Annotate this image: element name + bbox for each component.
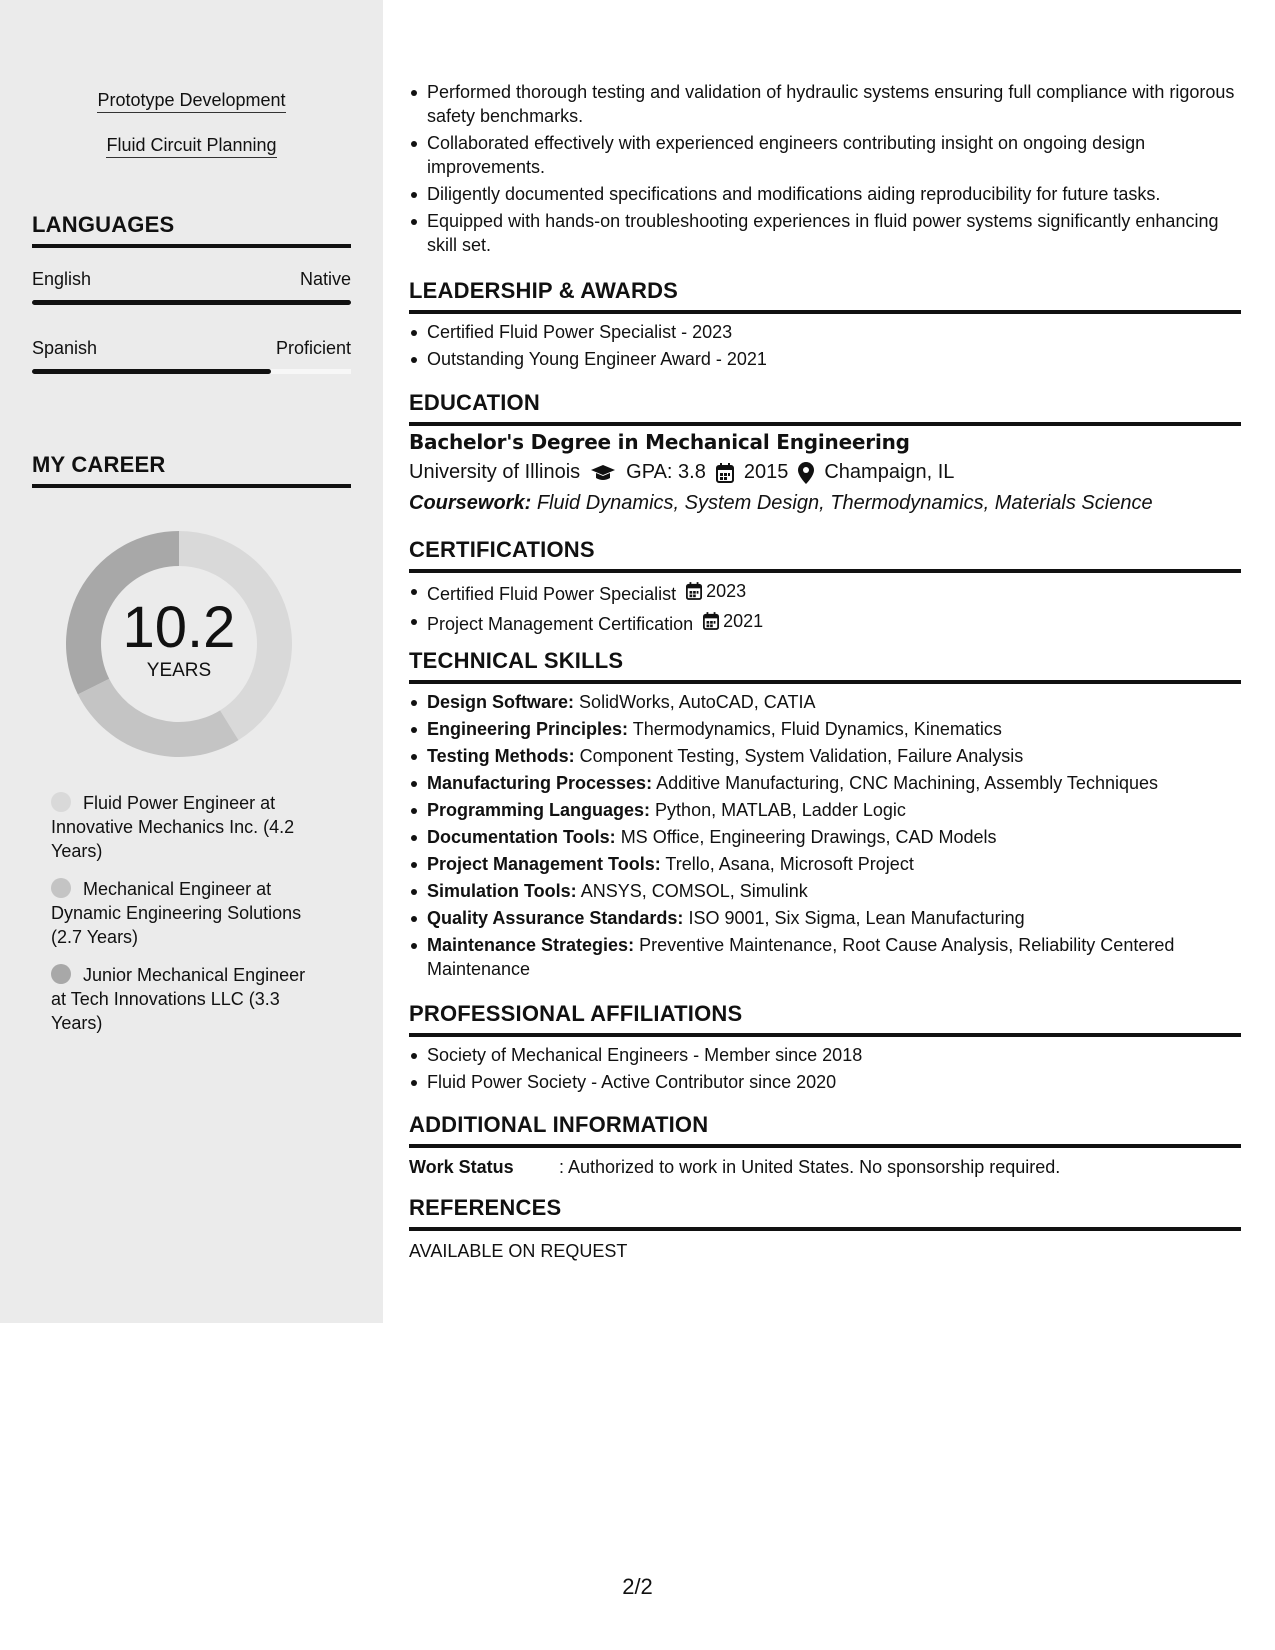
list-item: Diligently documented specifications and modifications aiding reproducibility for future tasks. — [409, 182, 1241, 206]
technical-skills-list — [409, 690, 1241, 984]
page-number: 2/2 — [622, 1574, 653, 1599]
location-pin-icon — [798, 462, 814, 484]
work-status-value: : Authorized to work in United States. No sponsorship required. — [559, 1157, 1061, 1177]
list-item: Outstanding Young Engineer Award - 2021 — [409, 347, 1241, 371]
list-item: Collaborated effectively with experienced engineers contributing insight on ongoing design improvements. — [409, 131, 1241, 179]
career-heading: MY CAREER — [32, 452, 351, 488]
language-proficiency-fill — [32, 369, 271, 374]
education-details — [409, 461, 954, 484]
location: Champaign, IL — [824, 461, 955, 483]
career-list-item: Mechanical Engineer at Dynamic Engineering Solutions (2.7 Years) — [51, 879, 302, 947]
list-item: Certified Fluid Power Specialist 2023 — [409, 579, 1241, 606]
leadership-heading: LEADERSHIP & AWARDS — [409, 278, 1241, 314]
languages-heading: LANGUAGES — [32, 212, 351, 248]
leadership-list — [409, 320, 1241, 374]
language-name: Spanish — [32, 338, 98, 358]
language-level: Proficient — [275, 338, 351, 358]
list-item: Society of Mechanical Engineers - Member since 2018 — [409, 1043, 1241, 1067]
legend-dot — [51, 964, 71, 984]
list-item: Programming Languages: Python, MATLAB, Ladder Logic — [409, 798, 1241, 822]
legend-dot — [51, 878, 71, 898]
calendar-icon — [716, 463, 734, 483]
list-item: Engineering Principles: Thermodynamics, Fluid Dynamics, Kinematics — [409, 717, 1241, 741]
additional-info-heading: ADDITIONAL INFORMATION — [409, 1112, 1241, 1148]
career-years-label: YEARS — [146, 660, 212, 681]
degree-title: Bachelor's Degree in Mechanical Engineering — [409, 430, 910, 454]
list-item: Manufacturing Processes: Additive Manufacturing, CNC Machining, Assembly Techniques — [409, 771, 1241, 795]
education-heading: EDUCATION — [409, 390, 1241, 426]
list-item: Quality Assurance Standards: ISO 9001, Six Sigma, Lean Manufacturing — [409, 906, 1241, 930]
experience-bullets — [409, 80, 1241, 260]
list-item: Equipped with hands-on troubleshooting experiences in fluid power systems significantly enhancing skill set. — [409, 209, 1241, 257]
affiliations-list — [409, 1043, 1241, 1097]
language-row — [32, 337, 351, 359]
language-proficiency-bar — [32, 369, 351, 374]
sidebar — [0, 0, 383, 1323]
references-heading: REFERENCES — [409, 1195, 1241, 1231]
graduation-year: 2015 — [743, 461, 789, 483]
technical-skills-heading: TECHNICAL SKILLS — [409, 648, 1241, 684]
language-proficiency-bar — [32, 300, 351, 305]
career-total-years: 10.2 — [122, 595, 236, 660]
list-item: Certified Fluid Power Specialist - 2023 — [409, 320, 1241, 344]
legend-dot — [51, 792, 71, 812]
graduation-cap-icon — [590, 464, 616, 482]
calendar-icon — [686, 582, 702, 600]
calendar-icon — [703, 612, 719, 630]
skill-item: Fluid Circuit Planning — [0, 133, 383, 157]
list-item: Project Management Tools: Trello, Asana, Microsoft Project — [409, 852, 1241, 876]
list-item: Testing Methods: Component Testing, System Validation, Failure Analysis — [409, 744, 1241, 768]
list-item: Simulation Tools: ANSYS, COMSOL, Simulink — [409, 879, 1241, 903]
certifications-list — [409, 579, 1241, 639]
list-item: Documentation Tools: MS Office, Engineering Drawings, CAD Models — [409, 825, 1241, 849]
list-item: Project Management Certification 2021 — [409, 609, 1241, 636]
coursework: Coursework: Fluid Dynamics, System Design, Thermodynamics, Materials Science — [409, 492, 1153, 514]
skill-item: Prototype Development — [0, 88, 383, 112]
gpa: GPA: 3.8 — [626, 461, 706, 483]
language-proficiency-fill — [32, 300, 351, 305]
work-status-label: Work Status — [409, 1157, 514, 1177]
affiliations-heading: PROFESSIONAL AFFILIATIONS — [409, 1001, 1241, 1037]
work-status — [409, 1157, 1060, 1178]
school-name: University of Illinois — [409, 461, 581, 483]
language-name: English — [32, 269, 92, 289]
list-item: Design Software: SolidWorks, AutoCAD, CATIA — [409, 690, 1241, 714]
career-list-item: Fluid Power Engineer at Innovative Mechanics Inc. (4.2 Years) — [51, 793, 295, 861]
career-donut-chart — [66, 531, 292, 757]
list-item: Maintenance Strategies: Preventive Maintenance, Root Cause Analysis, Reliability Centered Maintenance — [409, 933, 1241, 981]
language-row — [32, 268, 351, 290]
language-level: Native — [299, 269, 351, 289]
list-item: Fluid Power Society - Active Contributor since 2020 — [409, 1070, 1241, 1094]
references-text: AVAILABLE ON REQUEST — [409, 1241, 628, 1261]
list-item: Performed thorough testing and validation of hydraulic systems ensuring full compliance with rigorous safety benchmarks. — [409, 80, 1241, 128]
certifications-heading: CERTIFICATIONS — [409, 537, 1241, 573]
career-list-item: Junior Mechanical Engineer at Tech Innovations LLC (3.3 Years) — [51, 965, 306, 1033]
